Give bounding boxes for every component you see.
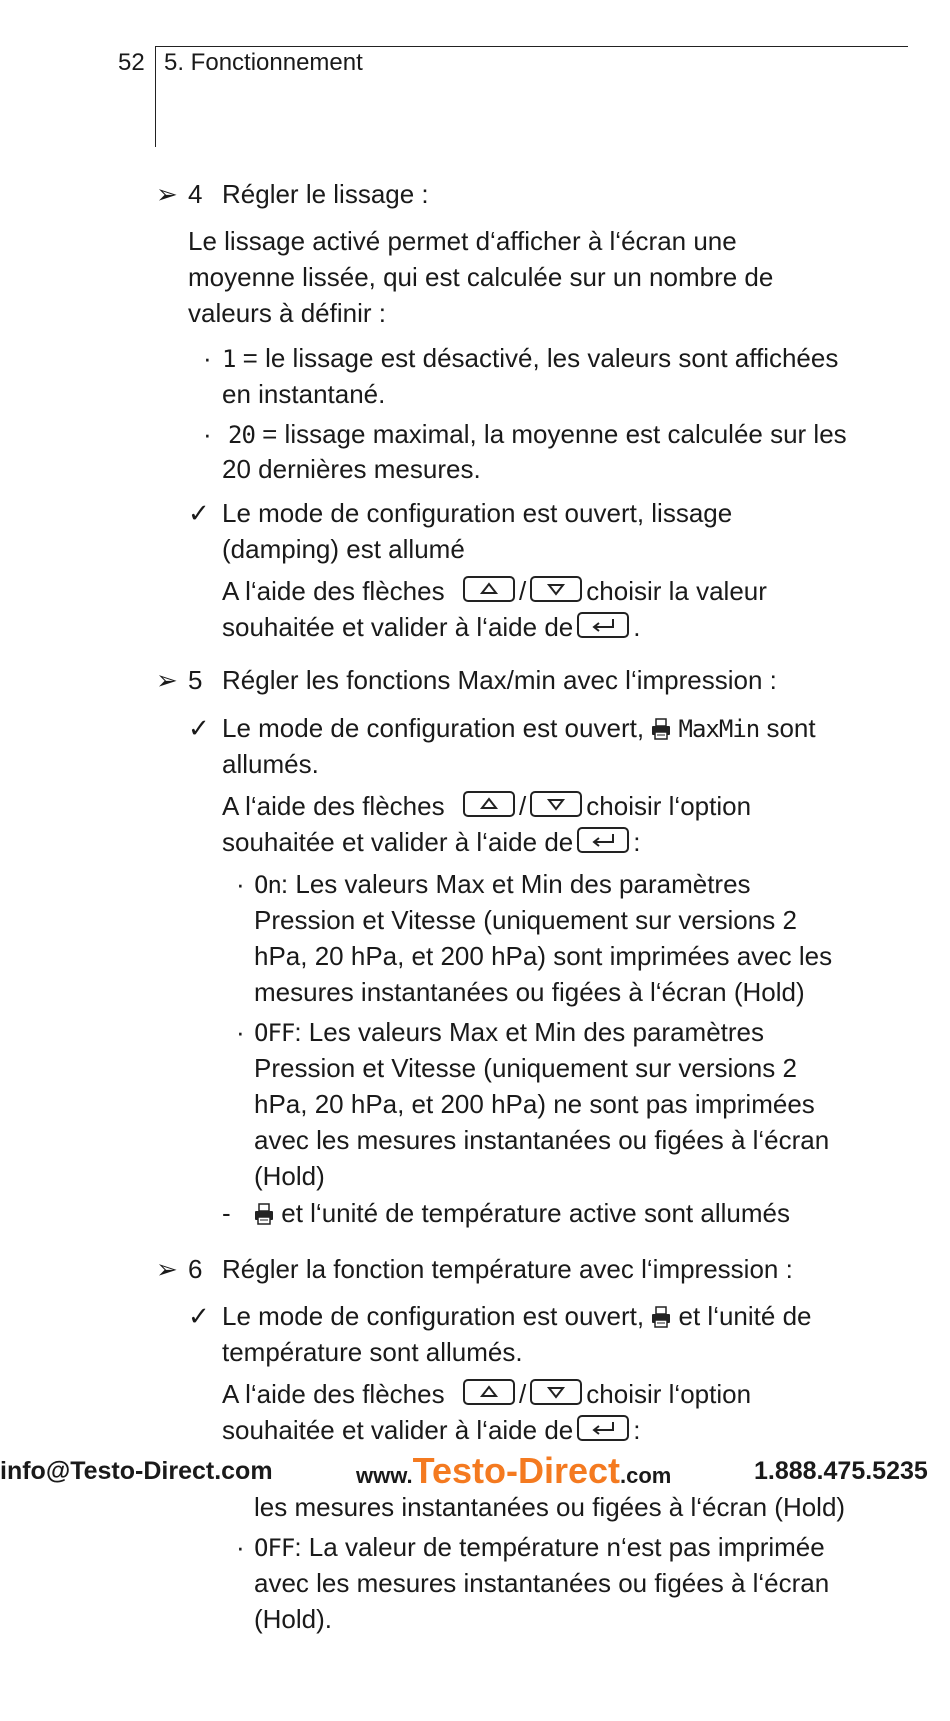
separator: /	[519, 791, 527, 821]
instruction-end: .	[633, 612, 641, 642]
instruction-text: choisir l‘option	[586, 1379, 752, 1409]
check-icon: ✓	[188, 498, 210, 528]
header-rule	[156, 46, 908, 47]
step-6-check	[222, 1299, 812, 1334]
down-arrow-key-icon	[530, 576, 582, 602]
check-text: Le mode de configuration est ouvert,	[222, 713, 645, 743]
on-option-line: hPa, 20 hPa, et 200 hPa) sont imprimées avec les	[254, 941, 833, 971]
footer-website[interactable]	[356, 1450, 672, 1493]
step-4-title: Régler le lissage :	[222, 179, 429, 209]
instruction-end: :	[633, 827, 641, 857]
web-prefix: www.	[356, 1463, 413, 1488]
dash-item-text: et l‘unité de température active sont allumés	[281, 1198, 790, 1228]
step-6-instruction	[222, 1377, 751, 1412]
off-option-line: Pression et Vitesse (uniquement sur versions 2	[254, 1053, 797, 1083]
step-5-check	[222, 711, 816, 747]
step-5-check-line2: allumés.	[222, 749, 319, 779]
option-20	[228, 417, 847, 453]
step-4-check-line2: (damping) est allumé	[222, 534, 465, 564]
step-6-check-line2: température sont allumés.	[222, 1337, 523, 1367]
header-divider	[155, 46, 156, 147]
enter-key-icon	[577, 1415, 629, 1441]
enter-key-icon	[577, 827, 629, 853]
step-5-instruction	[222, 789, 751, 824]
on-option	[254, 867, 751, 903]
down-arrow-key-icon	[530, 1379, 582, 1405]
off-option	[254, 1015, 764, 1051]
maxmin-code: MaxMin	[678, 715, 760, 743]
option-1-line2: en instantané.	[222, 379, 386, 409]
option-20-line2: 20 dernières mesures.	[222, 454, 481, 484]
bullet-icon: ·	[203, 343, 212, 373]
web-suffix: .com	[620, 1463, 672, 1488]
code-off: OFF	[254, 1534, 295, 1562]
printer-icon	[651, 718, 671, 740]
bullet-icon: ·	[236, 869, 245, 899]
instruction-text: souhaitée et valider à l‘aide de	[222, 827, 574, 857]
code-20: 20	[228, 421, 255, 449]
bullet-icon: ·	[203, 419, 212, 449]
bullet-icon: ·	[236, 1532, 245, 1562]
step-5-dash-item	[254, 1196, 790, 1231]
code-on: On	[254, 871, 281, 899]
instruction-text: choisir la valeur	[586, 576, 767, 606]
off-option-text: : La valeur de température n‘est pas imprimée	[294, 1532, 825, 1562]
enter-key-icon	[577, 612, 629, 638]
instruction-text: souhaitée et valider à l‘aide de	[222, 1415, 574, 1445]
instruction-end: :	[633, 1415, 641, 1445]
check-icon: ✓	[188, 713, 210, 743]
instruction-text: choisir l‘option	[586, 791, 752, 821]
separator: /	[519, 1379, 527, 1409]
check-text: sont	[759, 713, 816, 743]
off-option-line: avec les mesures instantanées ou figées à l‘écran	[254, 1125, 830, 1155]
partial-line: les mesures instantanées ou figées à l‘écran (Hold)	[254, 1492, 846, 1522]
step-6-number: 6	[188, 1254, 203, 1284]
step-4-instruction-line2	[222, 610, 640, 645]
step-arrow-icon: ➢	[156, 179, 178, 209]
instruction-text: A l‘aide des flèches	[222, 576, 445, 606]
instruction-text: A l‘aide des flèches	[222, 791, 445, 821]
web-brand: Testo-Direct	[412, 1450, 621, 1491]
on-option-line: Pression et Vitesse (uniquement sur versions 2	[254, 905, 797, 935]
printer-icon	[651, 1306, 671, 1328]
printer-icon	[254, 1203, 274, 1225]
step-4-intro-line: valeurs à définir :	[188, 298, 386, 328]
bullet-icon: ·	[236, 1017, 245, 1047]
check-text: et l‘unité de	[678, 1301, 812, 1331]
step-4-check-line1: Le mode de configuration est ouvert, lissage	[222, 498, 733, 528]
step-6-title: Régler la fonction température avec l‘impression :	[222, 1254, 793, 1284]
instruction-text: A l‘aide des flèches	[222, 1379, 445, 1409]
step-arrow-icon: ➢	[156, 665, 178, 695]
chapter-title: 5. Fonctionnement	[164, 49, 363, 76]
on-option-text: : Les valeurs Max et Min des paramètres	[280, 869, 751, 899]
instruction-text: souhaitée et valider à l‘aide de	[222, 612, 574, 642]
up-arrow-key-icon	[463, 576, 515, 602]
down-arrow-key-icon	[530, 791, 582, 817]
footer-email[interactable]: info@Testo-Direct.com	[0, 1457, 273, 1485]
off-option	[254, 1530, 825, 1566]
off-option-text: : Les valeurs Max et Min des paramètres	[294, 1017, 764, 1047]
option-20-text: = lissage maximal, la moyenne est calculée sur les	[254, 419, 847, 449]
off-option-line: hPa, 20 hPa, et 200 hPa) ne sont pas imprimées	[254, 1089, 815, 1119]
step-4-intro-line: moyenne lissée, qui est calculée sur un nombre de	[188, 262, 774, 292]
check-text: Le mode de configuration est ouvert,	[222, 1301, 645, 1331]
up-arrow-key-icon	[463, 791, 515, 817]
check-icon: ✓	[188, 1301, 210, 1331]
option-1	[222, 341, 838, 377]
on-option-line: mesures instantanées ou figées à l‘écran (Hold)	[254, 977, 805, 1007]
separator: /	[519, 576, 527, 606]
option-1-text: = le lissage est désactivé, les valeurs sont affichées	[235, 343, 839, 373]
step-5-instruction-line2	[222, 825, 640, 860]
up-arrow-key-icon	[463, 1379, 515, 1405]
step-arrow-icon: ➢	[156, 1254, 178, 1284]
dash-icon: -	[222, 1198, 231, 1228]
step-4-number: 4	[188, 179, 203, 209]
code-off: OFF	[254, 1019, 295, 1047]
page-number: 52	[118, 49, 145, 76]
step-5-number: 5	[188, 665, 203, 695]
step-6-instruction-line2	[222, 1413, 640, 1448]
footer-phone[interactable]: 1.888.475.5235	[754, 1457, 928, 1485]
off-option-line: (Hold)	[254, 1161, 325, 1191]
step-5-title: Régler les fonctions Max/min avec l‘impression :	[222, 665, 777, 695]
step-4-instruction	[222, 574, 767, 609]
off-option-line: (Hold).	[254, 1604, 333, 1634]
step-4-intro-line: Le lissage activé permet d‘afficher à l‘écran une	[188, 226, 737, 256]
off-option-line: avec les mesures instantanées ou figées à l‘écran	[254, 1568, 830, 1598]
code-1: 1	[222, 345, 236, 373]
